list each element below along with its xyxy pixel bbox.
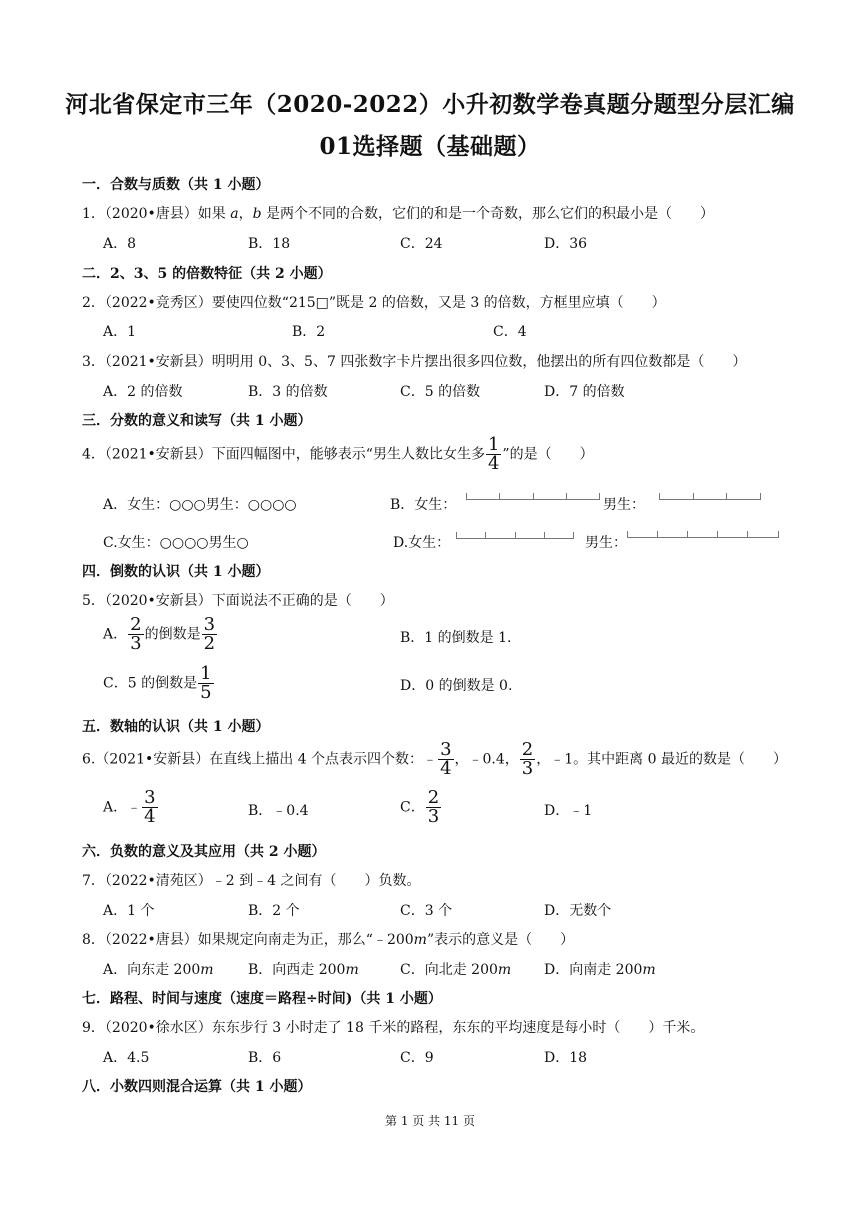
question-6-suffix: ，﹣1。其中距离 0 最近的数是（ ） [536, 751, 787, 768]
q4-option-d-label: D.女生： [393, 535, 451, 551]
question-8 [82, 929, 574, 949]
q8-option-b [248, 959, 359, 979]
q4-option-d-boys-bar [627, 531, 779, 539]
fraction-denominator: 5 [200, 682, 212, 703]
question-6-mid: ，﹣0.4， [454, 751, 519, 768]
question-1-separator: ， [238, 206, 253, 222]
q8-option-c [400, 959, 511, 979]
fraction-two-thirds [426, 789, 441, 826]
question-9: 9．（2020•徐水区）东东步行 3 小时走了 18 千米的路程，东东的平均速度是每小时（ ）千米。 [82, 1020, 705, 1036]
document-subtitle: 01选择题（基础题） [319, 133, 541, 160]
section-heading-4: 四．倒数的认识（共 1 小题） [82, 564, 270, 580]
q5-option-c-label: C．5 的倒数是 [103, 675, 198, 692]
q9-option-b: B．6 [248, 1050, 282, 1066]
unit-m: m [200, 962, 214, 978]
fraction-numerator: 3 [203, 614, 216, 635]
section-heading-5: 五．数轴的认识（共 1 小题） [82, 719, 270, 735]
q7-option-c: C．3 个 [400, 903, 453, 919]
q1-option-a: A．8 [103, 236, 137, 252]
q8-option-c-text: C．向北走 200 [400, 962, 498, 978]
fraction-numerator: 2 [130, 614, 142, 635]
fraction-two-thirds [520, 741, 535, 778]
q3-option-b: B．3 的倍数 [248, 384, 328, 400]
q4-option-a: A．女生：○○○男生：○○○○ [103, 497, 297, 513]
section-heading-1: 一．合数与质数（共 1 小题） [82, 177, 270, 193]
unit-m: m [642, 962, 656, 978]
section-heading-6: 六．负数的意义及其应用（共 2 小题） [82, 844, 326, 860]
q4-option-d-girls-bar [456, 532, 574, 540]
q6-option-b: B．﹣0.4 [248, 803, 309, 819]
q5-option-a [103, 616, 218, 653]
fraction-three-quarters [438, 741, 453, 778]
q4-option-b-boys-bar [659, 493, 761, 501]
q7-option-b: B．2 个 [248, 903, 300, 919]
q4-option-c: C.女生：○○○○男生○ [103, 535, 249, 551]
q8-option-a-text: A．向东走 200 [103, 962, 201, 978]
q6-option-c [400, 789, 442, 826]
question-4-suffix: ”的是（ ） [502, 446, 594, 463]
fraction-numerator: 2 [521, 739, 534, 760]
variable-b: b [252, 206, 262, 222]
fraction-denominator: 4 [144, 806, 156, 827]
fraction-denominator: 2 [203, 633, 216, 654]
q6-option-a-label: A．﹣ [103, 799, 142, 816]
fraction-two-thirds [128, 616, 143, 653]
q5-option-d: D．0 的倒数是 0. [400, 678, 513, 694]
question-4-prefix: 4．（2021•安新县）下面四幅图中，能够表示“男生人数比女生多 [82, 446, 485, 463]
fraction-numerator: 3 [144, 787, 156, 808]
unit-m: m [497, 962, 512, 978]
q7-option-a: A．1 个 [103, 903, 155, 919]
q3-option-c: C．5 的倍数 [400, 384, 481, 400]
q1-option-b: B．18 [248, 236, 291, 252]
q3-option-d: D．7 的倍数 [544, 384, 625, 400]
q6-option-d: D．﹣1 [544, 803, 593, 819]
q8-option-d [544, 959, 656, 979]
question-1-prefix: 1．（2020•唐县）如果 [82, 206, 231, 222]
section-heading-8: 八．小数四则混合运算（共 1 小题） [82, 1079, 312, 1095]
fraction-denominator: 4 [440, 758, 452, 779]
question-1 [82, 203, 714, 223]
question-1-suffix: 是两个不同的合数，它们的和是一个奇数，那么它们的积最小是（ ） [261, 206, 715, 222]
q4-option-d-boys-label: 男生： [585, 535, 627, 551]
q5-option-c [103, 665, 215, 702]
section-heading-7: 七．路程、时间与速度（速度＝路程÷时间)（共 1 小题） [82, 991, 442, 1007]
question-4 [82, 436, 594, 473]
q4-option-b-boys-label: 男生： [603, 497, 645, 513]
question-8-suffix: ”表示的意义是（ ） [426, 932, 575, 948]
q2-option-c: C．4 [493, 324, 527, 340]
question-5: 5．（2020•安新县）下面说法不正确的是（ ） [82, 593, 394, 609]
document-title: 河北省保定市三年（2020-2022）小升初数学卷真题分题型分层汇编 [65, 91, 795, 118]
q8-option-b-text: B．向西走 200 [248, 962, 346, 978]
q9-option-c: C．9 [400, 1050, 434, 1066]
section-heading-3: 三．分数的意义和读写（共 1 小题） [82, 413, 312, 429]
variable-a: a [230, 206, 239, 222]
question-8-prefix: 8．（2022•唐县）如果规定向南走为正，那么“﹣200 [82, 932, 414, 948]
fraction-denominator: 3 [427, 806, 440, 827]
fraction-denominator: 3 [521, 758, 534, 779]
unit-m: m [345, 962, 359, 978]
q9-option-a: A．4.5 [103, 1050, 150, 1066]
q8-option-a [103, 959, 214, 979]
q2-option-b: B．2 [292, 324, 326, 340]
q2-option-a: A．1 [103, 324, 137, 340]
fraction-one-fifth [198, 665, 213, 702]
page-footer: 第 1 页 共 11 页 [385, 1114, 475, 1128]
q8-option-d-text: D．向南走 200 [544, 962, 643, 978]
q1-option-d: D．36 [544, 236, 588, 252]
fraction-numerator: 2 [427, 787, 440, 808]
question-6-prefix: 6.（2021•安新县）在直线上描出 4 个点表示四个数：﹣ [82, 751, 438, 768]
q4-option-b-girls-bar [466, 493, 600, 501]
unit-m: m [413, 932, 427, 948]
fraction-denominator: 3 [130, 633, 142, 654]
fraction-numerator: 1 [200, 663, 212, 684]
q5-option-b: B．1 的倒数是 1. [400, 630, 512, 646]
q1-option-c: C．24 [400, 236, 443, 252]
fraction-numerator: 3 [440, 739, 452, 760]
q6-option-a [103, 789, 159, 826]
fraction-one-quarter [486, 436, 501, 473]
question-2: 2．（2022•竞秀区）要使四位数“215□”既是 2 的倍数，又是 3 的倍数，方框里应填（ ） [82, 295, 666, 311]
section-heading-2: 二．2、3、5 的倍数特征（共 2 小题） [82, 266, 332, 282]
question-6 [82, 741, 787, 778]
fraction-denominator: 4 [487, 453, 500, 474]
q5-option-a-text: 的倒数是 [144, 626, 201, 643]
q5-option-a-label: A． [103, 626, 128, 643]
question-7: 7．（2022•清苑区）﹣2 到﹣4 之间有（ ）负数。 [82, 873, 421, 889]
fraction-numerator: 1 [487, 434, 500, 455]
q3-option-a: A．2 的倍数 [103, 384, 183, 400]
q6-option-c-label: C． [400, 799, 425, 816]
q4-option-b-label: B．女生： [390, 497, 457, 513]
question-3: 3．（2021•安新县）明明用 0、3、5、7 四张数字卡片摆出很多四位数，他摆出的所有四位数都是（ ） [82, 354, 747, 370]
q7-option-d: D．无数个 [544, 903, 612, 919]
fraction-three-quarters [142, 789, 157, 826]
fraction-three-halves [202, 616, 217, 653]
q9-option-d: D．18 [544, 1050, 588, 1066]
